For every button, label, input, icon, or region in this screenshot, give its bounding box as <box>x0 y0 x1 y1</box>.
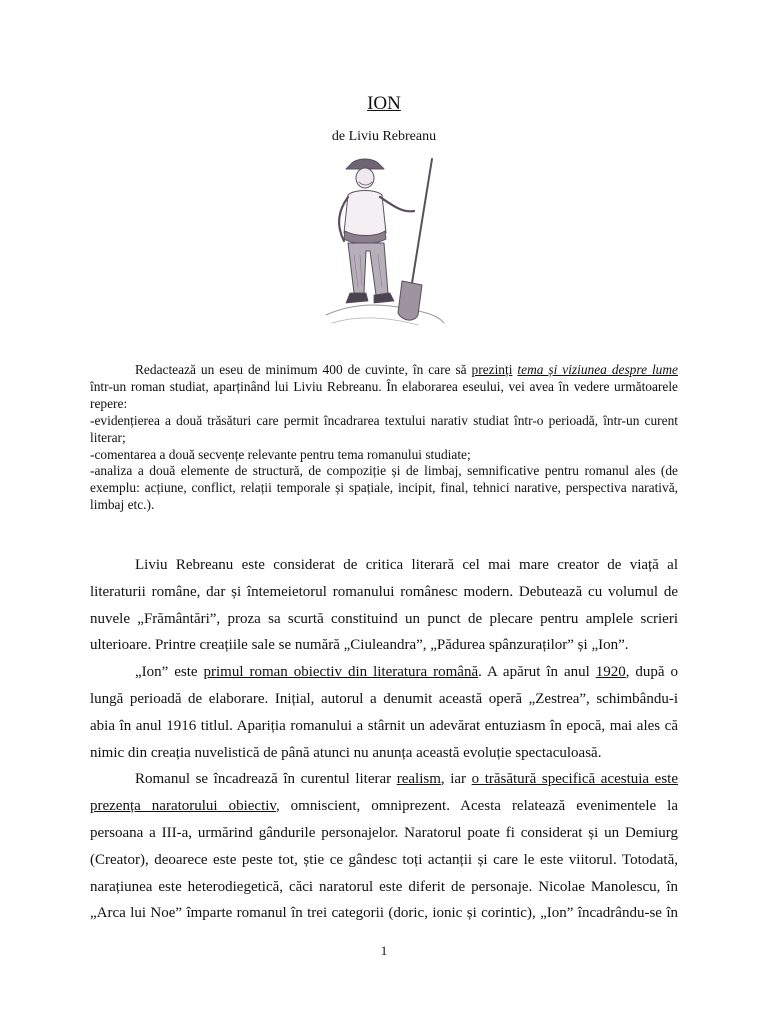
essay-line <box>90 793 678 820</box>
assignment-point-3: -analiza a două elemente de structură, de compoziție și de limbaj, semnificative pentru romanul ales (de exemplu: acțiune, conflict, relații temporale și spațiale, incipit, final, tehnici narative, perspectiva narativă, limbaj etc.). <box>90 463 678 513</box>
underlined-first-novel: primul roman obiectiv din literatura română <box>203 664 479 681</box>
essay-line: „Arca lui Noe” împarte romanul în trei categorii (doric, ionic și corintic), „Ion” încadrându-se în <box>90 905 678 922</box>
essay-line: (Creator), deoarece este peste tot, știe ce gândesc toți actanții și care le este viitorul. Totodată, <box>90 851 678 868</box>
underlined-trait: o trăsătură specifică acestuia este <box>471 771 678 788</box>
essay-body <box>90 552 678 927</box>
underlined-prezinti: prezinți <box>471 362 513 377</box>
essay-line: narațiunea este heterodiegetică, căci naratorul este diferit de personaje. Nicolae Manolescu, în <box>90 878 678 895</box>
essay-line: nuvele „Frământări”, proza sa scurtă constituind un punct de plecare pentru amplele scrieri <box>90 610 678 627</box>
essay-line: persoana a III-a, urmărind gândurile personajelor. Naratorul poate fi considerat și un Demiurg <box>90 824 678 841</box>
document-title: ION <box>367 93 401 114</box>
essay-line: nimic din creația nuvelistică de până atunci nu anunța această evoluție spectaculoasă. <box>90 744 602 761</box>
essay-line: ulterioare. Printre creațiile sale se numără „Ciuleandra”, „Pădurea spânzuraților” și „Ion”. <box>90 637 629 654</box>
underlined-narrator: prezența naratorului obiectiv <box>90 798 276 815</box>
essay-line <box>90 659 678 686</box>
underlined-theme: tema și viziunea despre lume <box>517 362 678 377</box>
underlined-realism: realism <box>396 771 441 788</box>
assignment-point-2: -comentarea a două secvențe relevante pentru tema romanului studiate; <box>90 446 471 462</box>
assignment-point-1: -evidențierea a două trăsături care permit încadrarea textului narativ studiat într-o perioadă, într-un curent literar; <box>90 412 678 445</box>
essay-line: literaturii române, dar și întemeietorul romanului românesc modern. Debutează cu volumul de <box>90 583 678 600</box>
text-run: . A apărut în anul <box>478 664 596 681</box>
essay-line: abia în anul 1916 titlul. Apariția romanului a stârnit un adevărat entuziasm în epocă, mai ales că <box>90 717 678 734</box>
essay-paragraph-2 <box>90 659 678 766</box>
essay-line <box>90 766 678 793</box>
text-run: , iar <box>440 771 472 788</box>
essay-paragraph-3 <box>90 766 678 927</box>
text-run: , omniscient, omniprezent. Acesta relatează evenimentele la <box>275 798 678 815</box>
essay-line: lungă perioadă de elaborare. Inițial, autorul a denumit această operă „Zestrea”, schimbându-i <box>90 690 678 707</box>
assignment-instructions <box>90 362 678 514</box>
essay-paragraph-1 <box>90 552 678 659</box>
page-number: 1 <box>380 943 388 958</box>
assignment-intro <box>90 362 678 413</box>
essay-line: Liviu Rebreanu este considerat de critica literară cel mai mare creator de viață al <box>135 557 678 573</box>
underlined-year: 1920 <box>595 664 626 681</box>
text-run: , după o <box>625 664 678 681</box>
text-run: „Ion” este <box>135 664 204 681</box>
author-line: de Liviu Rebreanu <box>331 129 437 144</box>
text-run: Romanul se încadrează în curentul literar <box>135 771 397 788</box>
intro-text-continued: într-un roman studiat, aparținând lui Liviu Rebreanu. În elaborarea eseului, vei avea în vedere următoarele repere: <box>90 378 678 411</box>
intro-text: Redactează un eseu de minimum 400 de cuvinte, în care să <box>135 362 472 377</box>
peasant-with-spade-illustration <box>318 155 448 335</box>
